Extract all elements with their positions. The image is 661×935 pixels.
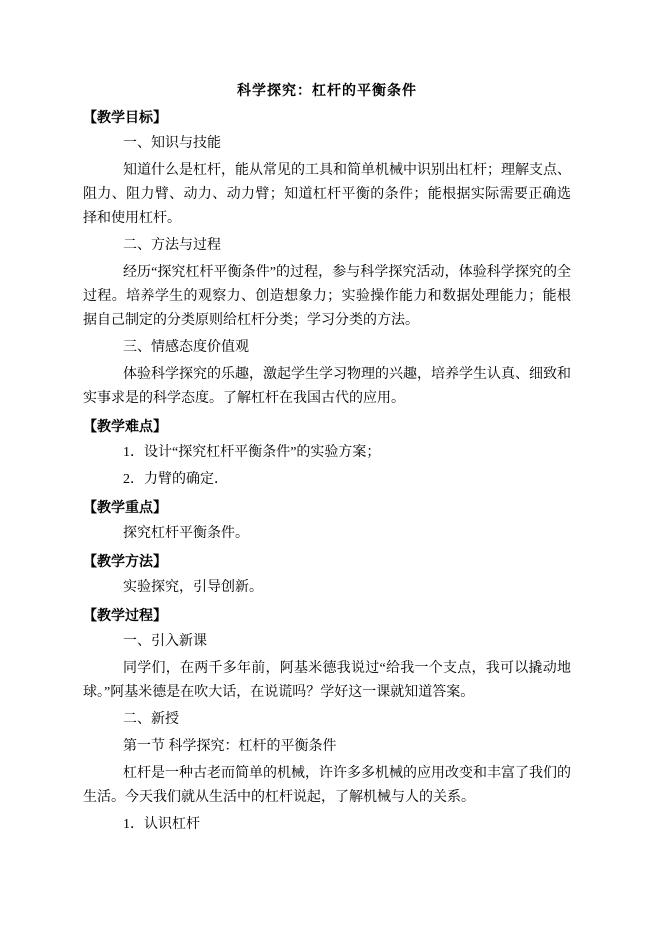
paragraph-lesson-intro: 同学们，在两千多年前，阿基米德我说过“给我一个支点，我可以撬动地球。”阿基米德是在吹大话，在说谎吗？学好这一课就知道答案。: [83, 661, 571, 700]
paragraph-methods-process: 经历“探究杠杆平衡条件”的过程，参与科学探究活动，体验科学探究的全过程。培养学生的观察力、创造想象力；实验操作能力和数据处理能力；能根据自己制定的分类原则给杠杆分类；学习分类的方法。: [83, 265, 571, 328]
list-item-know-lever: 1．认识杠杆: [123, 817, 200, 832]
subsection-knowledge-skills: 一、知识与技能: [123, 136, 221, 151]
subsection-emotion-values: 三、情感态度价值观: [123, 340, 249, 355]
subsection-lesson-intro: 一、引入新课: [123, 634, 207, 649]
paragraph-teaching-methods: 实验探究，引导创新。: [123, 580, 263, 595]
heading-teaching-process: 【教学过程】: [83, 607, 167, 623]
paragraph-knowledge-skills: 知道什么是杠杆，能从常见的工具和简单机械中识别出杠杆；理解支点、阻力、阻力臂、动力、动力臂；知道杠杆平衡的条件；能根据实际需要正确选择和使用杠杆。: [83, 163, 571, 226]
heading-teaching-difficulties: 【教学难点】: [83, 418, 167, 434]
list-item-difficulty-1: 1．设计“探究杠杆平衡条件”的实验方案；: [123, 445, 381, 460]
list-item-difficulty-2: 2．力臂的确定．: [123, 472, 228, 487]
paragraph-lever-intro: 杠杆是一种古老而简单的机械，许许多多机械的应用改变和丰富了我们的生活。今天我们就从生活中的杠杆说起，了解机械与人的关系。: [83, 766, 571, 805]
heading-teaching-methods: 【教学方法】: [83, 553, 167, 569]
doc-title: 科学探究：杠杆的平衡条件: [237, 82, 417, 98]
heading-teaching-goals: 【教学目标】: [83, 109, 167, 125]
subsection-section-one-title: 第一节 科学探究：杠杆的平衡条件: [123, 739, 337, 754]
heading-teaching-focus: 【教学重点】: [83, 499, 167, 515]
paragraph-emotion-values: 体验科学探究的乐趣，激起学生学习物理的兴趣，培养学生认真、细致和实事求是的科学态度。了解杠杆在我国古代的应用。: [83, 367, 571, 406]
paragraph-teaching-focus: 探究杠杆平衡条件。: [123, 526, 249, 541]
subsection-methods-process: 二、方法与过程: [123, 238, 221, 253]
subsection-new-lesson: 二、新授: [123, 712, 179, 727]
